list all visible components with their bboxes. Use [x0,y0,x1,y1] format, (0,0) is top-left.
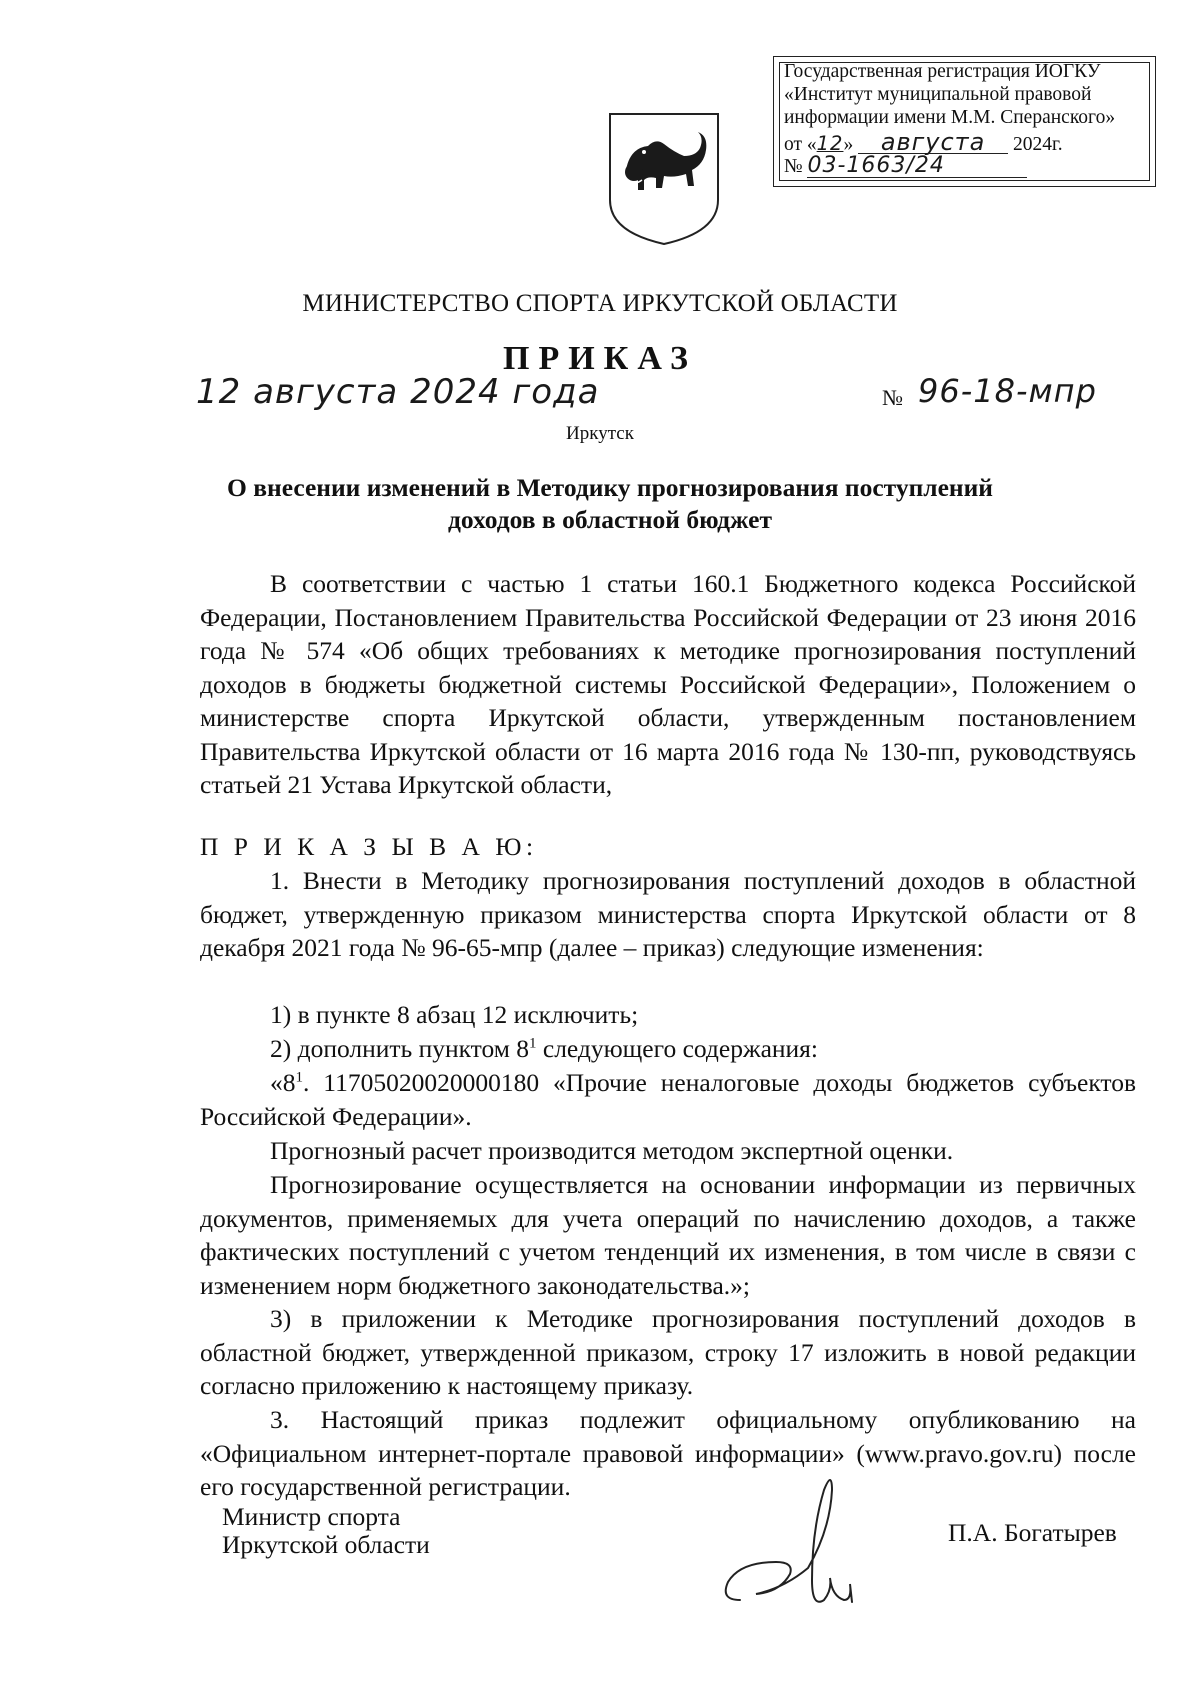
city-name: Иркутск [566,423,634,444]
quote-pre: «8 [270,1068,296,1097]
order-number-sign: № [882,385,903,410]
document-type-heading: ПРИКАЗ [503,340,697,377]
handwritten-signature [720,1450,900,1630]
coat-of-arms-icon [604,108,724,248]
registration-stamp [773,56,1156,187]
title-line-1: О внесении изменений в Методику прогнозирования поступлений [227,473,993,502]
sub-item-2-post: следующего содержания: [536,1034,818,1063]
ministry-name: МИНИСТЕРСТВО СПОРТА ИРКУТСКОЙ ОБЛАСТИ [302,290,898,317]
quoted-paragraph [200,1066,1136,1133]
order-number-handwritten: 96-18-мпр [918,372,1097,410]
forecast-paragraph-1: Прогнозный расчет производится методом экспертной оценки. [270,1136,954,1165]
stamp-number-line [784,155,1027,178]
stamp-line-1: Государственная регистрация ИОГКУ [784,61,1101,82]
stamp-date-day: 12 [816,132,844,155]
stamp-number-prefix: № [784,156,803,177]
stamp-date-prefix: от « [784,134,817,155]
sub-item-1: 1) в пункте 8 абзац 12 исключить; [270,1000,639,1029]
stamp-date-month: августа [858,131,1008,154]
position-line-2: Иркутской области [222,1530,430,1559]
order-date-text: 12 августа 2024 года [196,372,600,412]
stamp-date-mid: » [843,134,854,155]
quote-sup: 1 [295,1069,303,1086]
sub-item-3: 3) в приложении к Методике прогнозирования поступлений доходов в областной бюджет, утвержденной приказом, строку 17 изложить в новой редакции согласно приложению к настоящему приказу. [200,1304,1136,1400]
signatory-position [222,1503,430,1559]
stamp-line-3: информации имени М.М. Сперанского» [784,107,1116,128]
order-date-handwritten [196,372,599,412]
stamp-date-suffix: г. [1051,134,1063,155]
stamp-number: 03-1663/24 [807,155,1027,178]
signatory-name: П.А. Богатырев [948,1518,1117,1547]
sub-item-2 [200,1032,1136,1066]
sub-item-2-pre: 2) дополнить пунктом 8 [270,1034,529,1063]
position-line-1: Министр спорта [222,1502,401,1531]
title-line-2: доходов в областной бюджет [447,505,773,534]
preamble-paragraph: В соответствии с частью 1 статьи 160.1 Бюджетного кодекса Российской Федерации, Постановлением Правительства Российской Федерации от 23 июня 2016 года № 574 «Об общих требованиях к методике прогнозирования поступлений доходов в бюджеты бюджетной системы Российской Федерации», Положением о министерстве спорта Иркутской области, утвержденным постановлением Правительства Иркутской области от 16 марта 2016 года № 130-пп, руководствуясь статьей 21 Устава Иркутской области, [200,569,1136,799]
forecast-paragraph-2: Прогнозирование осуществляется на основании информации из первичных документов, применяемых для учета операций по начислению доходов, а также фактических поступлений с учетом тенденций их изменения, в том числе в связи с изменением норм бюджетного законодательства.»; [200,1170,1136,1300]
item-3-paragraph: 3. Настоящий приказ подлежит официальному опубликованию на «Официальном интернет-портале правовой информации» (www.pravo.gov.ru) после его государственной регистрации. [200,1405,1136,1501]
document-title [180,472,1040,536]
sub-item-2-sup: 1 [529,1035,537,1052]
stamp-date-year: 2024 [1012,134,1052,155]
stamp-line-2: «Институт муниципальной правовой [784,84,1092,105]
order-word: П Р И К А З Ы В А Ю: [200,832,538,861]
quote-post: . 11705020020000180 «Прочие неналоговые доходы бюджетов субъектов Российской Федерации». [200,1068,1136,1131]
item-1-paragraph: 1. Внести в Методику прогнозирования поступлений доходов в областной бюджет, утвержденную приказом министерства спорта Иркутской области от 8 декабря 2021 года № 96-65-мпр (далее – приказ) следующие изменения: [200,866,1136,962]
